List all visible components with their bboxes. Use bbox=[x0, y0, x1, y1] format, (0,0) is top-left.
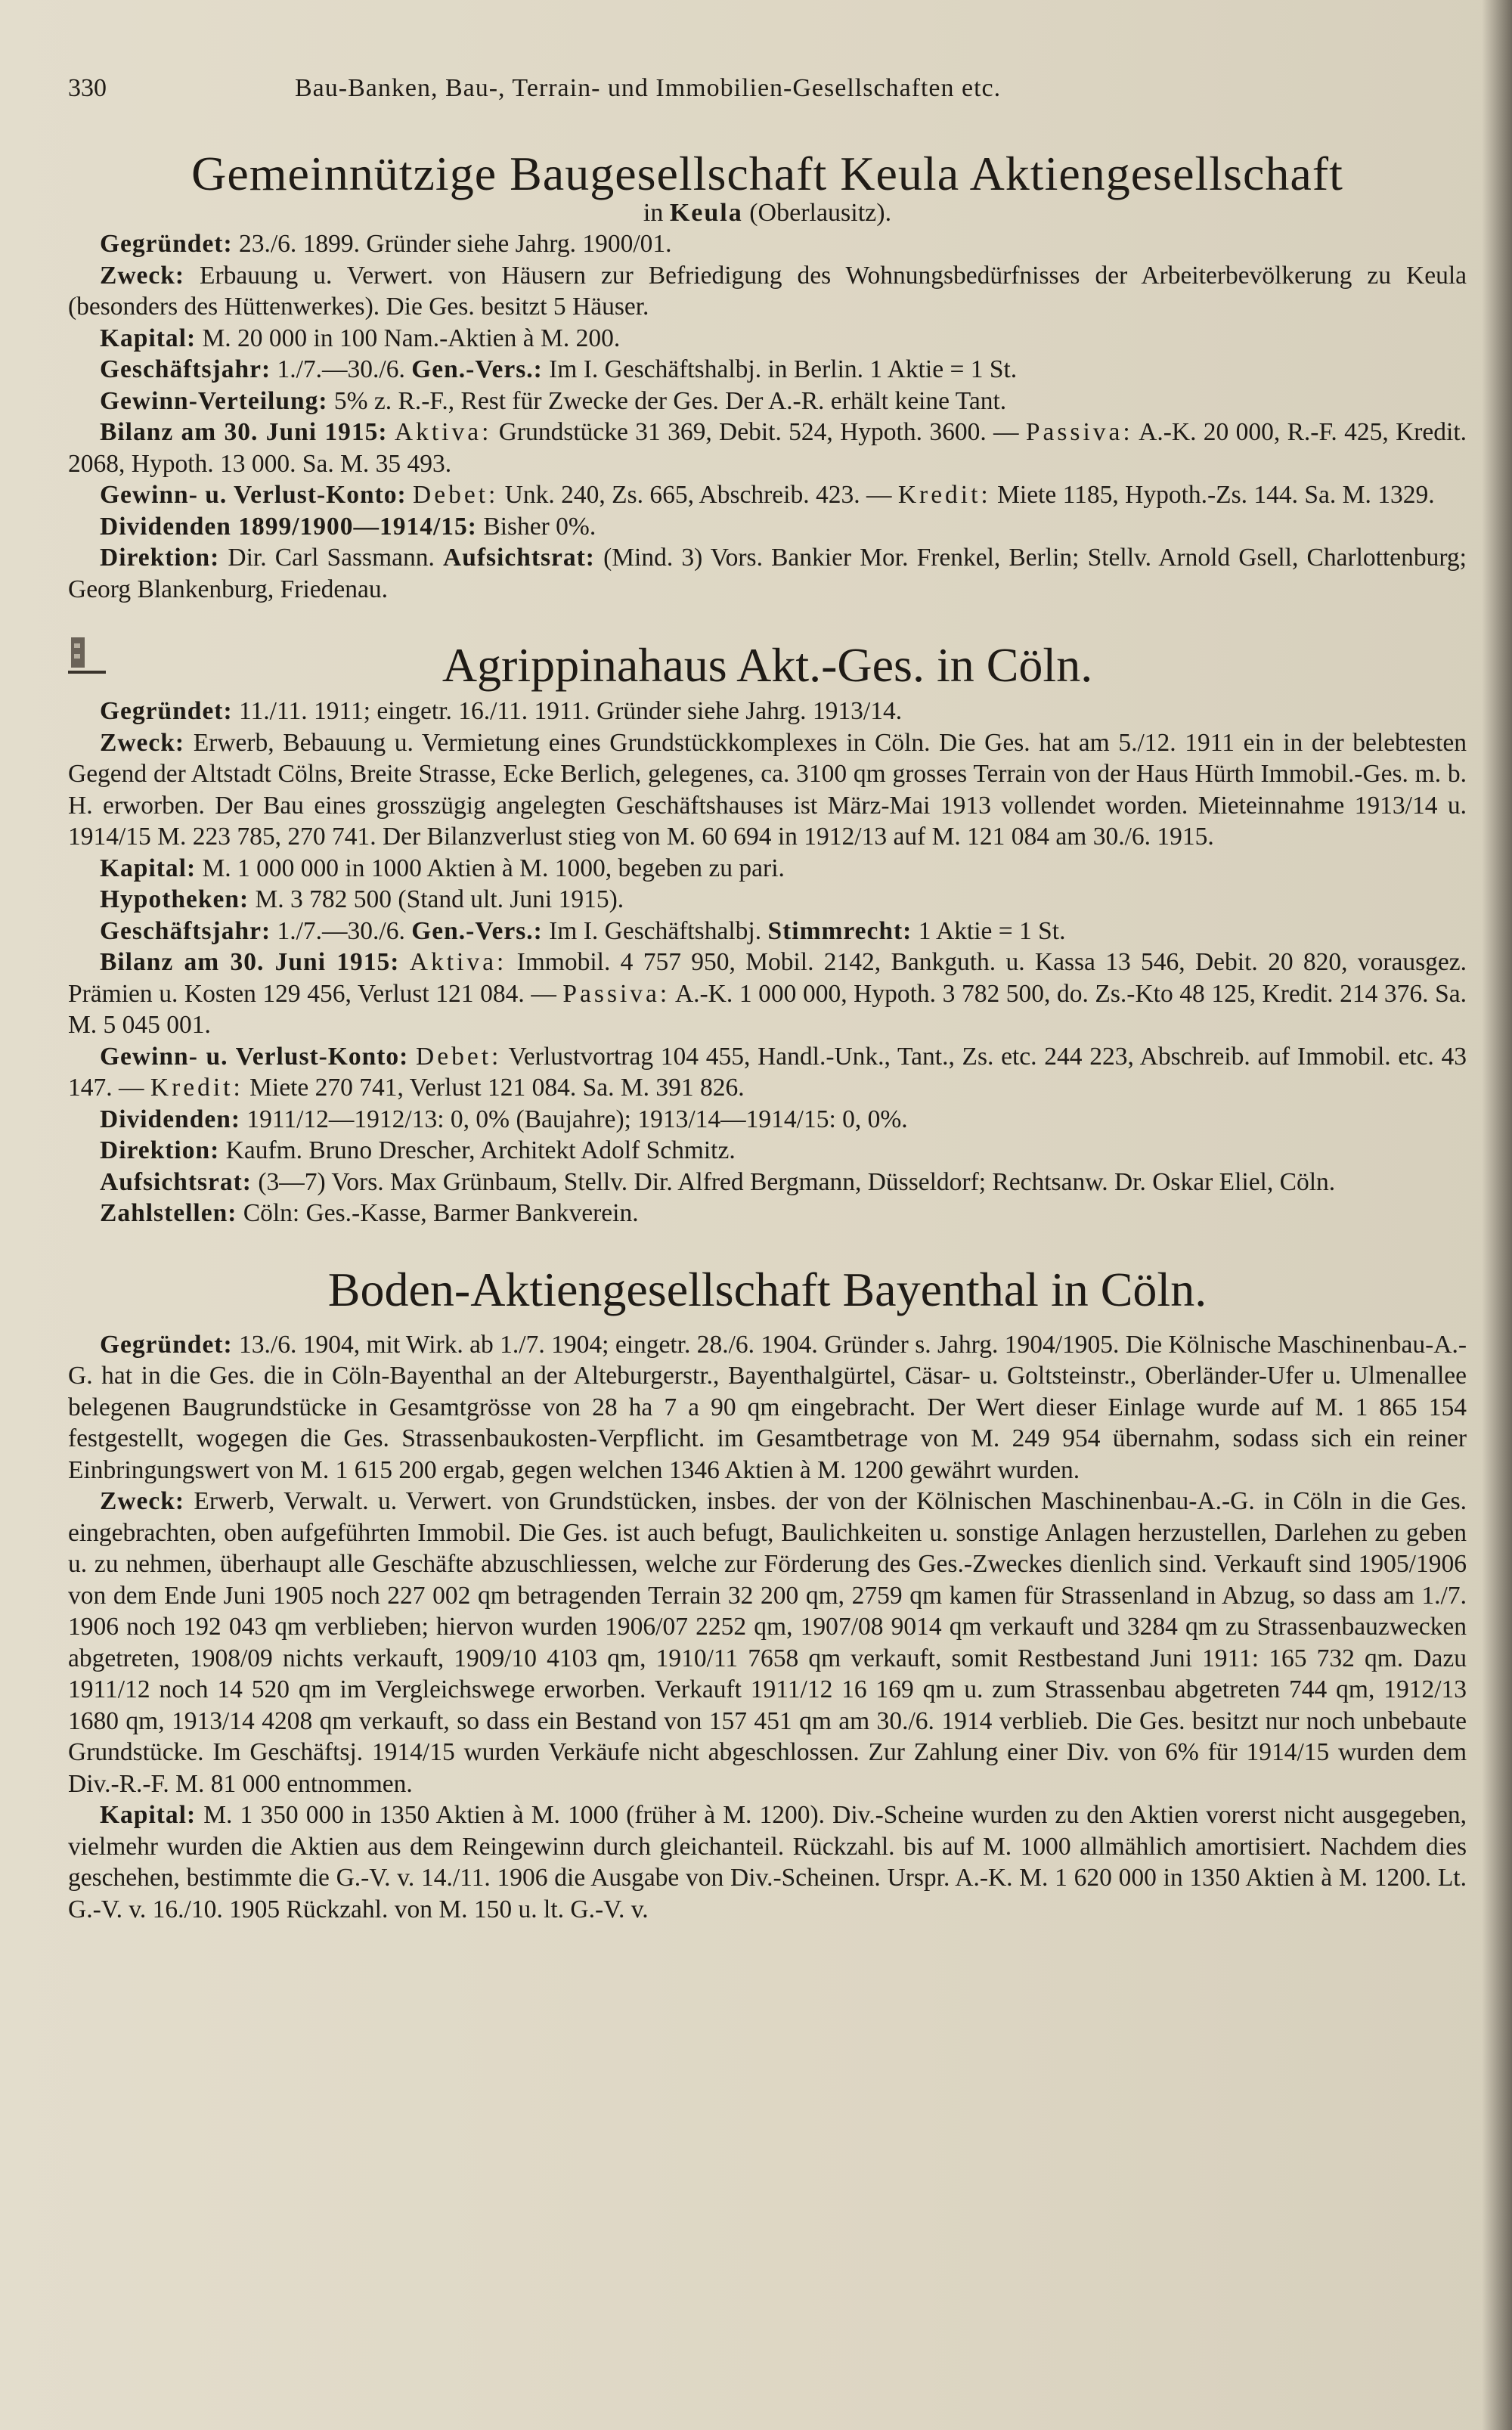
running-title: Bau-Banken, Bau-, Terrain- und Immobilien-Gesellschaften etc. bbox=[295, 74, 1002, 102]
field-kapital: Kapital: M. 20 000 in 100 Nam.-Aktien à M. 200. bbox=[100, 324, 621, 352]
field-kapital: Kapital: M. 1 000 000 in 1000 Aktien à M. 1000, begeben zu pari. bbox=[100, 854, 785, 882]
field-gegruendet: Gegründet: 13./6. 1904, mit Wirk. ab 1./7. 1904; eingetr. 28./6. 1904. Gründer s. Jahrg. 1904/1905. Die Kölnische Maschinenbau-A.-G. hat in die Ges. die in Cöln-Bayenthal an der Alteburgerstr., Bayenthalgürtel, Cäsar- u. Goltsteinstr., Oberländer-Ufer u. Ulmenallee belegenen Baugrundstücke in Gesamtgrösse von 28 ha 7 a 90 qm eingebracht. Der Wert dieser Einlage wurde auf M. 1 865 154 festgestellt, wogegen die Ges. Strassenbaukosten-Verpflicht. im Gesamtbetrage von M. 249 954 übernahm, sodass sich ein reiner Einbringungswert von M. 1 615 200 ergab, gegen welchen 1346 Aktien à M. 1200 gewährt wurden. bbox=[68, 1330, 1467, 1484]
field-dividenden: Dividenden 1899/1900—1914/15: Bisher 0%. bbox=[100, 512, 596, 541]
entry-title: Gemeinnützige Baugesellschaft Keula Aktiengesellschaft bbox=[191, 147, 1343, 200]
location-city: Keula bbox=[669, 199, 743, 227]
field-direktion: Direktion: Dir. Carl Sassmann. Aufsichtsrat: (Mind. 3) Vors. Bankier Mor. Frenkel, Berlin; Stellv. Arnold Gsell, Charlottenburg; Georg Blankenburg, Friedenau. bbox=[68, 544, 1467, 603]
printer-ornament-icon bbox=[68, 631, 113, 677]
field-geschaeftsjahr: Geschäftsjahr: 1./7.—30./6. Gen.-Vers.: Im I. Geschäftshalbj. in Berlin. 1 Aktie = 1 St. bbox=[100, 355, 1018, 383]
field-gewinn-verlust: Gewinn- u. Verlust-Konto: Debet: Unk. 240, Zs. 665, Abschreib. 423. — Kredit: Miete 1185, Hypoth.-Zs. 144. Sa. M. 1329. bbox=[100, 481, 1435, 509]
entry-agrippinahaus bbox=[68, 612, 1467, 1229]
field-geschaeftsjahr: Geschäftsjahr: 1./7.—30./6. Gen.-Vers.: Im I. Geschäftshalbj. Stimmrecht: 1 Aktie = 1 St. bbox=[100, 916, 1066, 945]
entry-body bbox=[68, 228, 1467, 605]
field-gewinn-verlust: Gewinn- u. Verlust-Konto: Debet: Verlustvortrag 104 455, Handl.-Unk., Tant., Zs. etc. 244 223, Abschreib. auf Immobil. etc. 43 147. — Kredit: Miete 270 741, Verlust 121 084. Sa. M. 391 826. bbox=[68, 1042, 1467, 1102]
entry-body bbox=[68, 1329, 1467, 1926]
field-gegruendet: Gegründet: 11./11. 1911; eingetr. 16./11. 1911. Gründer siehe Jahrg. 1913/14. bbox=[100, 697, 903, 725]
field-gewinn-verteilung: Gewinn-Verteilung: 5% z. R.-F., Rest für Zwecke der Ges. Der A.-R. erhält keine Tant. bbox=[100, 386, 1007, 415]
field-aufsichtsrat: Aufsichtsrat: (3—7) Vors. Max Grünbaum, Stellv. Dir. Alfred Bergmann, Düsseldorf; Rechtsanw. Dr. Oskar Eliel, Cöln. bbox=[100, 1167, 1336, 1196]
field-bilanz: Bilanz am 30. Juni 1915: Aktiva: Grundstücke 31 369, Debit. 524, Hypoth. 3600. — Passiva: A.-K. 20 000, R.-F. 425, Kredit. 2068, Hypoth. 13 000. Sa. M. 35 493. bbox=[68, 418, 1467, 478]
field-zahlstellen: Zahlstellen: Cöln: Ges.-Kasse, Barmer Bankverein. bbox=[100, 1199, 639, 1227]
field-gegruendet: Gegründet: 23./6. 1899. Gründer siehe Jahrg. 1900/01. bbox=[100, 230, 672, 258]
entry-title: Agrippinahaus Akt.-Ges. in Cöln. bbox=[442, 638, 1093, 692]
field-zweck: Zweck: Erbauung u. Verwert. von Häusern zur Befriedigung des Wohnungsbedürfnisses der Arbeiterbevölkerung zu Keula (besonders des Hüttenwerkes). Die Ges. besitzt 5 Häuser. bbox=[68, 261, 1467, 321]
field-bilanz: Bilanz am 30. Juni 1915: Aktiva: Immobil. 4 757 950, Mobil. 2142, Bankguth. u. Kassa 13 546, Debit. 20 820, vorausgez. Prämien u. Kosten 129 456, Verlust 121 084. — Passiva: A.-K. 1 000 000, Hypoth. 3 782 500, do. Zs.-Kto 48 125, Kredit. 214 376. Sa. M. 5 045 001. bbox=[68, 948, 1467, 1039]
field-zweck: Zweck: Erwerb, Verwalt. u. Verwert. von Grundstücken, insbes. der von der Kölnischen Maschinenbau-A.-G. in Cöln in die Ges. eingebrachten, oben aufgeführten Immobil. Die Ges. ist auch befugt, Baulichkeiten u. sonstige Anlagen herzustellen, Darlehen zu geben u. zu nehmen, überhaupt alle Geschäfte abzuschliessen, welche zur Förderung des Ges.-Zweckes dienlich sind. Verkauft sind 1905/1906 von dem Ende Juni 1905 noch 227 002 qm betragenden Terrain 32 200 qm, 2759 qm kamen für Strassenland in Abzug, so dass am 1./7. 1906 noch 192 043 qm verblieben; hiervon wurden 1906/07 2252 qm, 1907/08 9014 qm verkauft und 3284 qm zu Strassenbauzwecken abgetreten, 1908/09 nichts verkauft, 1909/10 4103 qm, 1910/11 7658 qm verkauft, somit Restbestand Juni 1911: 165 732 qm. Dazu 1911/12 noch 14 520 qm im Vergleichswege erworben. Verkauft 1911/12 16 169 qm u. zum Strassenbau abgetreten 744 qm, 1912/13 1680 qm, 1913/14 4208 qm verkauft, so dass ein Bestand von 157 451 qm am 30./6. 1914 verblieb. Die Ges. besitzt nur noch unbebaute Grundstücke. Im Geschäftsj. 1914/15 wurden Verkäufe nicht abgeschlossen. Zur Zahlung einer Div. von 6% für 1914/15 wurden dem Div.-R.-F. M. 81 000 entnommen. bbox=[68, 1487, 1467, 1798]
entry-location: in Keula (Oberlausitz). bbox=[643, 199, 892, 227]
entry-keula bbox=[68, 145, 1467, 605]
field-direktion: Direktion: Kaufm. Bruno Drescher, Architekt Adolf Schmitz. bbox=[100, 1136, 736, 1164]
field-hypotheken: Hypotheken: M. 3 782 500 (Stand ult. Juni 1915). bbox=[100, 885, 624, 913]
field-kapital: Kapital: M. 1 350 000 in 1350 Aktien à M. 1000 (früher à M. 1200). Div.-Scheine wurden zu den Aktien vorerst nicht ausgegeben, vielmehr wurden die Aktien aus dem Reingewinn durch gleichanteil. Rückzahl. bis auf M. 1000 allmählich amortisiert. Nachdem dies geschehen, bestimmte die G.-V. v. 14./11. 1906 die Ausgabe von Div.-Scheinen. Urspr. A.-K. M. 1 620 000 in 1350 Aktien à M. 1200. Lt. G.-V. v. 16./10. 1905 Rückzahl. von M. 150 u. lt. G.-V. v. bbox=[68, 1801, 1467, 1923]
entry-bayenthal bbox=[68, 1260, 1467, 1926]
field-zweck: Zweck: Erwerb, Bebauung u. Vermietung eines Grundstückkomplexes in Cöln. Die Ges. hat am 5./12. 1911 ein in der belebtesten Gegend der Altstadt Cölns, Breite Strasse, Ecke Berlich, gelegenes, ca. 3100 qm grosses Terrain von der Haus Hürth Immobil.-Ges. m. b. H. erworben. Der Bau eines grosszügig angelegten Geschäftshauses ist März-Mai 1913 vollendet worden. Mieteinnahme 1913/14 u. 1914/15 M. 223 785, 270 741. Der Bilanzverlust stieg von M. 60 694 in 1912/13 auf M. 121 084 am 30./6. 1915. bbox=[68, 728, 1467, 851]
entry-title: Boden-Aktiengesellschaft Bayenthal in Cöln. bbox=[327, 1262, 1207, 1316]
running-head bbox=[68, 67, 1467, 119]
entry-body bbox=[68, 696, 1467, 1229]
page-number: 330 bbox=[68, 74, 107, 102]
field-dividenden: Dividenden: 1911/12—1912/13: 0, 0% (Baujahre); 1913/14—1914/15: 0, 0%. bbox=[100, 1105, 908, 1133]
